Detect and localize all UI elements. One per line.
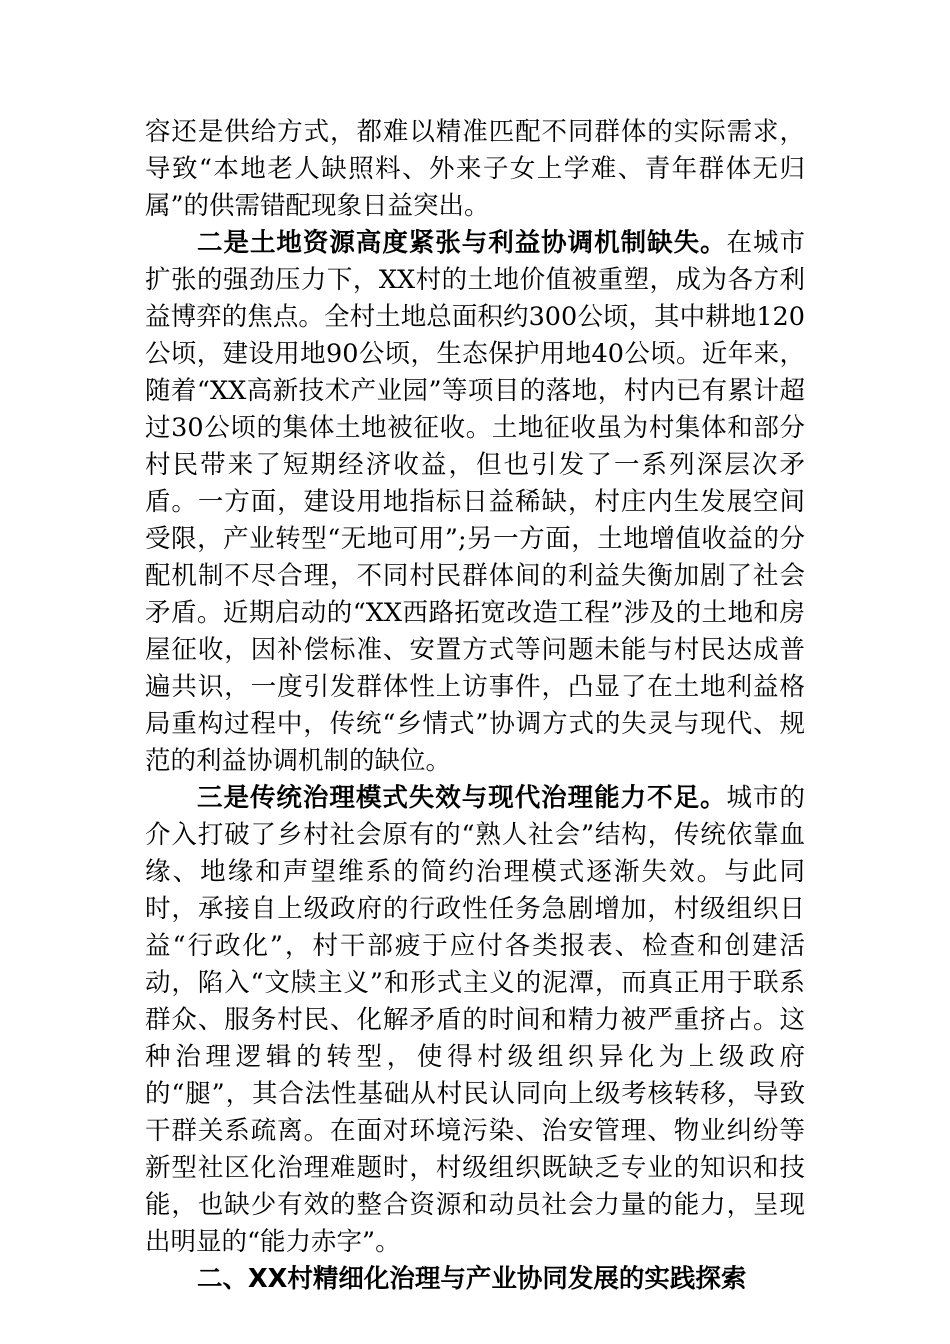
paragraph-land-resources xyxy=(145,225,805,780)
paragraph-text: 在城市扩张的强劲压力下，XX村的土地价值被重塑，成为各方利益博弈的焦点。全村土地总面积约300公顷，其中耕地120公顷，建设用地90公顷，生态保护用地40公顷。近年来，随着“XX高新技术产业园”等项目的落地，村内已有累计超过30公顷的集体土地被征收。土地征收虽为村集体和部分村民带来了短期经济收益，但也引发了一系列深层次矛盾。一方面，建设用地指标日益稀缺，村庄内生发展空间受限，产业转型“无地可用”;另一方面，土地增值收益的分配机制不尽合理，不同村民群体间的利益失衡加剧了社会矛盾。近期启动的“XX西路拓宽改造工程”涉及的土地和房屋征收，因补偿标准、安置方式等问题未能与村民达成普遍共识，一度引发群体性上访事件，凸显了在土地利益格局重构过程中，传统“乡情式”协调方式的失灵与现代、规范的利益协调机制的缺位。 xyxy=(145,228,805,776)
paragraph-text: 容还是供给方式，都难以精准匹配不同群体的实际需求，导致“本地老人缺照料、外来子女上学难、青年群体无归属”的供需错配现象日益突出。 xyxy=(145,117,805,221)
paragraph-lead: 三是传统治理模式失效与现代治理能力不足。 xyxy=(197,783,727,813)
paragraph-lead: 二是土地资源高度紧张与利益协调机制缺失。 xyxy=(197,228,727,258)
document-body xyxy=(145,114,805,1298)
paragraph-governance xyxy=(145,780,805,1261)
section-heading: 二、XX村精细化治理与产业协同发展的实践探索 xyxy=(197,1264,747,1294)
paragraph-text: 城市的介入打破了乡村社会原有的“熟人社会”结构，传统依靠血缘、地缘和声望维系的简约治理模式逐渐失效。与此同时，承接自上级政府的行政性任务急剧增加，村级组织日益“行政化”，村干部疲于应付各类报表、检查和创建活动，陷入“文牍主义”和形式主义的泥潭，而真正用于联系群众、服务村民、化解矛盾的时间和精力被严重挤占。这种治理逻辑的转型，使得村级组织异化为上级政府的“腿”，其合法性基础从村民认同向上级考核转移，导致干群关系疏离。在面对环境污染、治安管理、物业纠纷等新型社区化治理难题时，村级组织既缺乏专业的知识和技能，也缺少有效的整合资源和动员社会力量的能力，呈现出明显的“能力赤字”。 xyxy=(145,783,805,1257)
paragraph-continued xyxy=(145,114,805,225)
